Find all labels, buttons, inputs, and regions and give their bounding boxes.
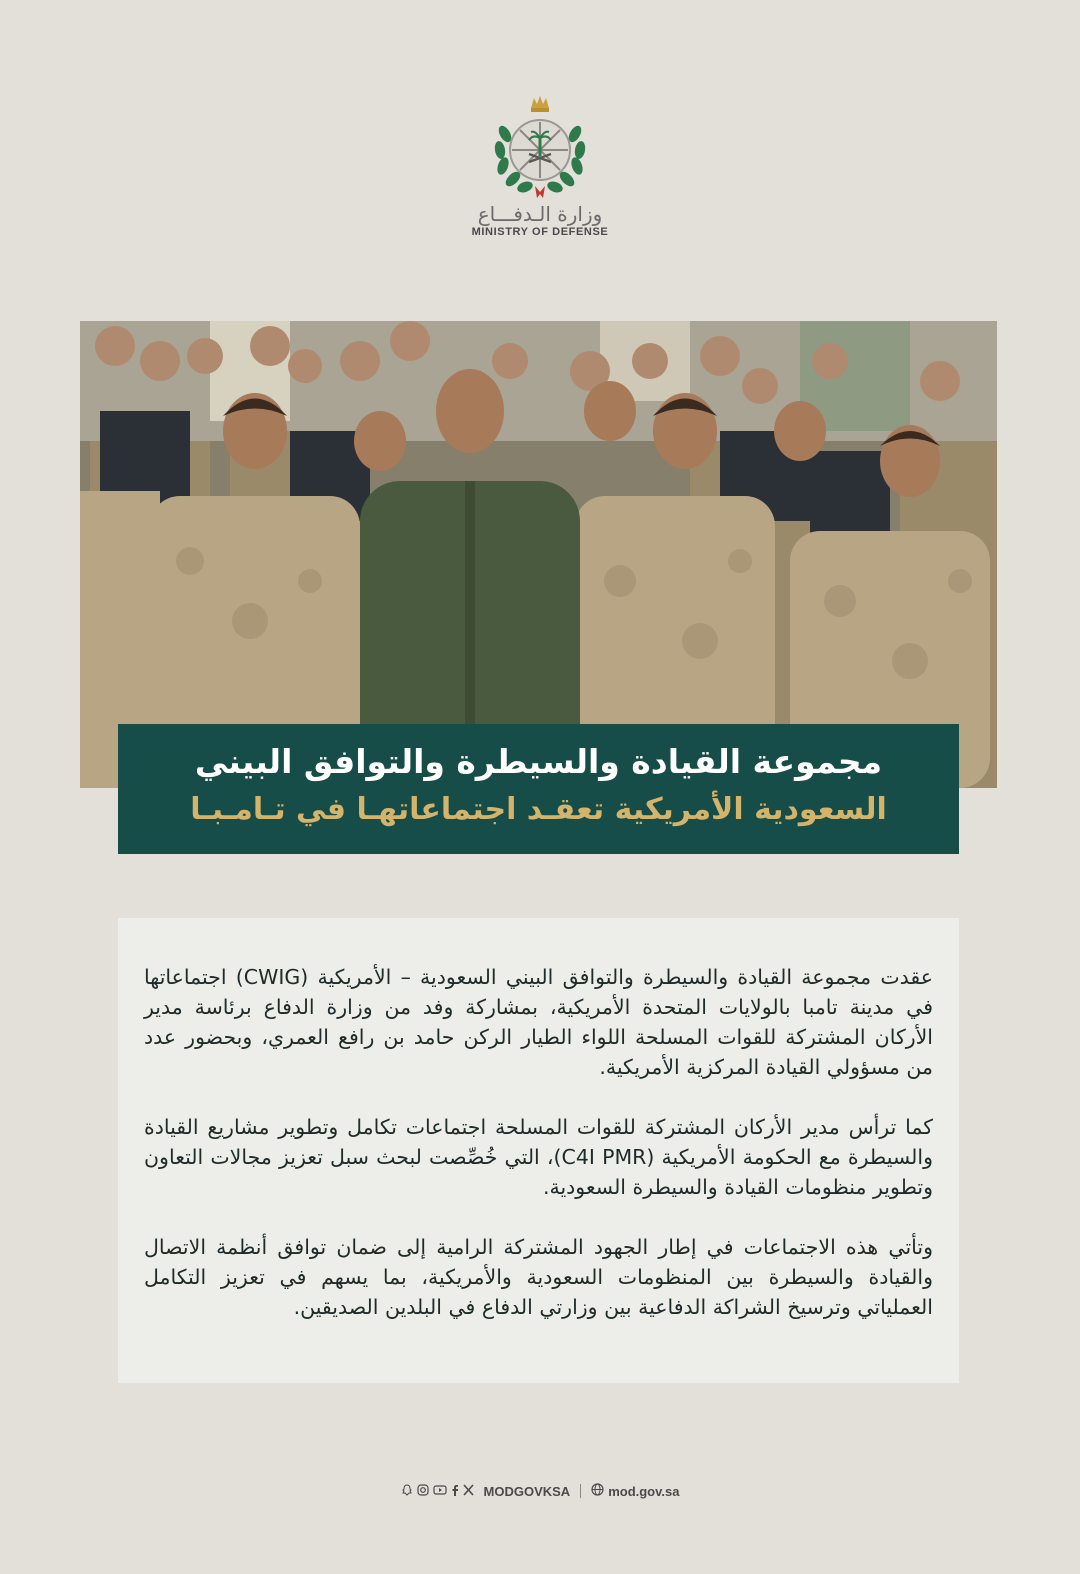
footer bbox=[0, 1481, 1080, 1501]
article-paragraph-1: عقدت مجموعة القيادة والسيطرة والتوافق البيني السعودية – الأمريكية (CWIG) اجتماعاتها في مدينة تامبا بالولايات المتحدة الأمريكية، بمشاركة وفد من وزارة الدفاع برئاسة مدير الأركان المشتركة للقوات المسلحة اللواء الطيار الركن حامد بن رافع العمري، وبحضور عدد من مسؤولي القيادة المركزية الأمريكية. bbox=[144, 965, 933, 1079]
article-body bbox=[144, 962, 933, 1352]
article-body-box bbox=[118, 918, 959, 1383]
youtube-icon[interactable] bbox=[433, 1484, 447, 1499]
globe-icon bbox=[591, 1483, 604, 1499]
facebook-icon[interactable] bbox=[451, 1484, 459, 1499]
x-icon[interactable] bbox=[463, 1484, 474, 1499]
ministry-name-english: MINISTRY OF DEFENSE bbox=[471, 226, 609, 238]
headline-banner bbox=[118, 724, 959, 854]
group-photo bbox=[80, 321, 997, 788]
ministry-emblem-logo bbox=[491, 94, 589, 198]
group-photo-illustration bbox=[80, 321, 997, 788]
article-paragraph-2: كما ترأس مدير الأركان المشتركة للقوات المسلحة اجتماعات تكامل وتطوير مشاريع القيادة والسيطرة مع الحكومة الأمريكية (C4I PMR)، التي خُصِّصت لبحث سبل تعزيز مجالات التعاون وتطوير منظومات القيادة والسيطرة السعودية. bbox=[144, 1115, 934, 1199]
social-handle[interactable]: MODGOVKSA bbox=[483, 1483, 571, 1499]
headline-line-1: مجموعة القيادة والسيطرة والتوافق البيني bbox=[194, 742, 883, 781]
footer-divider bbox=[580, 1484, 581, 1498]
website-link[interactable]: mod.gov.sa bbox=[608, 1483, 680, 1499]
headline-line-2: السعودية الأمريكية تعقـد اجتماعاتهـا في تـامـبـا bbox=[190, 792, 887, 827]
article-paragraph-3: وتأتي هذه الاجتماعات في إطار الجهود المشتركة الرامية إلى ضمان توافق أنظمة الاتصال والقيادة والسيطرة بين المنظومات السعودية والأمريكية، بما يسهم في تعزيز التكامل العملياتي وترسيخ الشراكة الدفاعية بين وزارتي الدفاع في البلدين الصديقين. bbox=[144, 1235, 933, 1319]
ministry-name-arabic: وزارة الـدفـــاع bbox=[477, 202, 603, 226]
social-icons bbox=[401, 1484, 474, 1499]
snapchat-icon[interactable] bbox=[401, 1484, 413, 1499]
instagram-icon[interactable] bbox=[417, 1484, 429, 1499]
